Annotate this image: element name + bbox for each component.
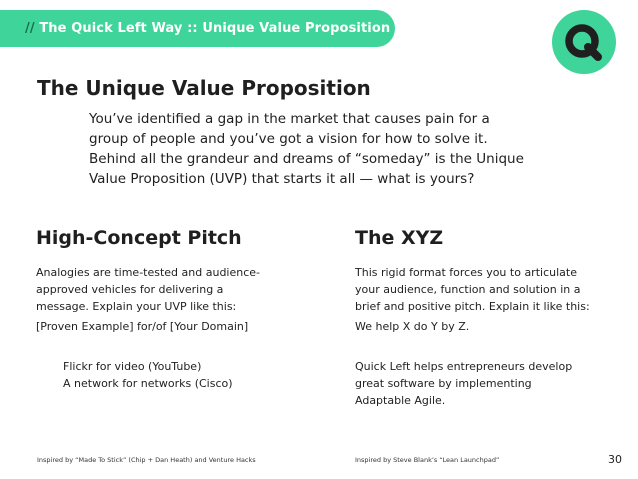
description-line: message. Explain your UVP like this:	[36, 300, 237, 313]
xyz-description	[355, 264, 590, 315]
xyz-examples	[355, 358, 572, 409]
high-concept-heading: High-Concept Pitch	[36, 227, 242, 249]
page-title: The Unique Value Proposition	[37, 76, 371, 100]
xyz-column	[355, 227, 630, 407]
example-line: Adaptable Agile.	[355, 394, 446, 407]
high-concept-description	[36, 264, 260, 315]
intro-line: Behind all the grandeur and dreams of “someday” is the Unique	[89, 151, 524, 167]
page-number: 30	[608, 453, 622, 466]
high-concept-pitch-column	[36, 227, 316, 390]
xyz-formula: We help X do Y by Z.	[355, 320, 470, 333]
right-footer-credit: Inspired by Steve Blank’s “Lean Launchpad”	[355, 456, 500, 464]
example-line: Quick Left helps entrepreneurs develop	[355, 360, 573, 373]
high-concept-examples	[63, 358, 233, 392]
header-banner	[0, 10, 395, 47]
quick-left-logo	[552, 10, 616, 74]
description-line: Analogies are time-tested and audience-	[36, 266, 261, 279]
intro-line: Value Proposition (UVP) that starts it all — what is yours?	[89, 171, 475, 187]
example-line: Flickr for video (YouTube)	[63, 360, 202, 373]
example-line: great software by implementing	[355, 377, 532, 390]
q-logo-icon	[552, 10, 616, 74]
intro-line: group of people and you’ve got a vision for how to solve it.	[89, 131, 488, 147]
example-line: A network for networks (Cisco)	[63, 377, 233, 390]
banner-title	[25, 21, 390, 36]
banner-text: The Quick Left Way :: Unique Value Proposition	[39, 21, 391, 36]
description-line: your audience, function and solution in a	[355, 283, 581, 296]
banner-prefix: //	[25, 21, 35, 36]
xyz-heading: The XYZ	[355, 227, 444, 249]
description-line: brief and positive pitch. Explain it like this:	[355, 300, 590, 313]
intro-line: You’ve identified a gap in the market that causes pain for a	[89, 111, 490, 127]
description-line: approved vehicles for delivering a	[36, 283, 224, 296]
intro-paragraph	[89, 109, 559, 189]
left-footer-credit: Inspired by “Made To Stick” (Chip + Dan Heath) and Venture Hacks	[37, 456, 256, 464]
high-concept-formula: [Proven Example] for/of [Your Domain]	[36, 320, 249, 333]
description-line: This rigid format forces you to articulate	[355, 266, 577, 279]
